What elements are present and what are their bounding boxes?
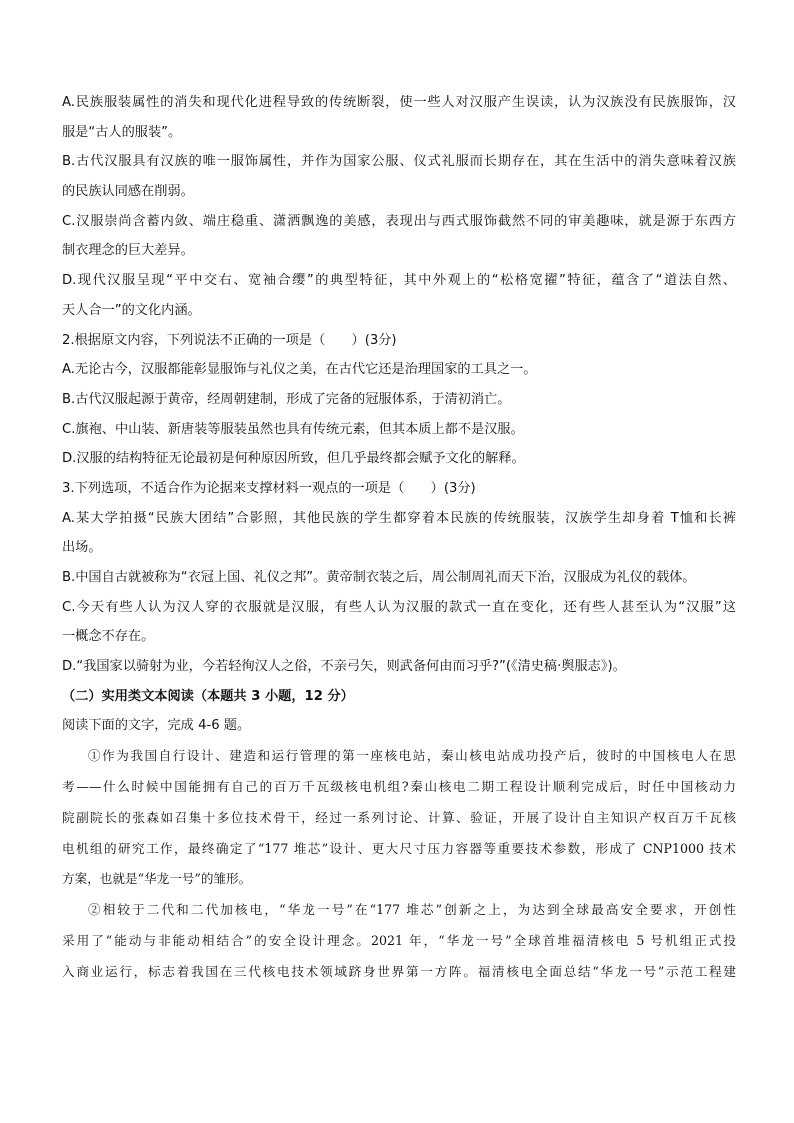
text-line: 一概念不存在。 <box>62 629 155 645</box>
text-line: 采用了“能动与非能动相结合”的安全设计理念。2021 年，“华龙一号”全球首堆福清核电 5 号机组正式投 <box>62 932 736 948</box>
section-instruction: 阅读下面的文字，完成 4-6 题。 <box>62 718 251 734</box>
q3-option-c <box>62 593 736 652</box>
q2-option-c: C.旗袍、中山装、新唐装等服装虽然也具有传统元素，但其本质上都不是汉服。 <box>62 421 524 437</box>
text-line: D.现代汉服呈现“平中交右、宽袖合缨”的典型特征，其中外观上的“松格宽擢”特征，蕴含了“道法自然、 <box>62 273 736 289</box>
q2-option-a: A.无论古今，汉服都能彰显服饰与礼仪之美，在古代它还是治理国家的工具之一。 <box>62 362 537 378</box>
q1-option-a <box>62 88 736 147</box>
text-line: 天人合一”的文化内涵。 <box>62 302 201 318</box>
text-line: 考——什么时候中国能拥有自己的百万千瓦级核电机组?秦山核电二期工程设计顺利完成后，时任中国核动力 <box>62 778 736 794</box>
text-line: A.某大学拍摄“民族大团结”合影照，其他民族的学生都穿着本民族的传统服装，汉族学生却身着 T恤和长裤 <box>62 510 736 526</box>
q2-stem: 2.根据原文内容，下列说法不正确的一项是（ ）(3分) <box>62 332 397 348</box>
section-heading: （二）实用类文本阅读（本题共 3 小题，12 分） <box>62 688 354 704</box>
q1-option-b <box>62 147 736 206</box>
text-line: 服是“古人的服装”。 <box>62 124 182 140</box>
text-line: C.汉服崇尚含蓄内敛、端庄稳重、潇洒飘逸的美感，表现出与西式服饰截然不同的审美趣味，就是源于东西方 <box>62 213 736 229</box>
passage-paragraph-1 <box>62 741 736 895</box>
text-line: 电机组的研究工作，最终确定了“177 堆芯”设计、更大尺寸压力容器等重要技术参数，形成了 CNP1000 技术 <box>62 840 736 856</box>
text-line: B.古代汉服具有汉族的唯一服饰属性，并作为国家公服、仪式礼服而长期存在，其在生活中的消失意味着汉族 <box>62 154 736 170</box>
text-line: C.今天有些人认为汉人穿的衣服就是汉服，有些人认为汉服的款式一直在变化，还有些人甚至认为“汉服”这 <box>62 599 736 615</box>
q3-stem: 3.下列选项，不适合作为论据来支撑材料一观点的一项是（ ）(3分) <box>62 480 476 496</box>
q3-option-a <box>62 504 736 563</box>
text-line: 院副院长的张森如召集十多位技术骨干，经过一系列讨论、计算、验证，开展了设计自主知识产权百万千瓦核 <box>62 809 736 825</box>
text-line: 方案，也就是“华龙一号”的雏形。 <box>62 871 252 887</box>
text-line: A.民族服装属性的消失和现代化进程导致的传统断裂，使一些人对汉服产生误读，认为汉族没有民族服饰，汉 <box>62 95 736 110</box>
text-line: ②相较于二代和二代加核电，“华龙一号”在“177 堆芯”创新之上，为达到全球最高安全要求，开创性 <box>88 902 736 918</box>
q1-option-d <box>62 266 736 325</box>
q3-option-b: B.中国自古就被称为“衣冠上国、礼仪之邦”。黄帝制衣装之后，周公制周礼而天下治，汉服成为礼仪的载体。 <box>62 570 696 585</box>
passage-paragraph-2 <box>62 895 736 987</box>
q3-option-d: D.“我国家以骑射为业，今若轻徇汉人之俗，不亲弓矢，则武备何由而习乎?”(《清史稿·舆服志》)。 <box>62 659 626 675</box>
page-content <box>62 88 736 988</box>
text-line: 出场。 <box>62 540 102 556</box>
text-line: ①作为我国自行设计、建造和运行管理的第一座核电站，秦山核电站成功投产后，彼时的中国核电人在思 <box>88 748 736 764</box>
q2-option-b: B.古代汉服起源于黄帝，经周朝建制，形成了完备的冠服体系，于清初消亡。 <box>62 391 511 407</box>
text-line: 制衣理念的巨大差异。 <box>62 243 194 259</box>
text-line: 的民族认同感在削弱。 <box>62 184 194 200</box>
q2-option-d: D.汉服的结构特征无论最初是何种原因所致，但几乎最终都会赋予文化的解释。 <box>62 451 525 467</box>
q1-option-c <box>62 207 736 266</box>
text-line: 入商业运行，标志着我国在三代核电技术领域跻身世界第一方阵。福清核电全面总结“华龙一号”示范工程建 <box>62 963 736 979</box>
